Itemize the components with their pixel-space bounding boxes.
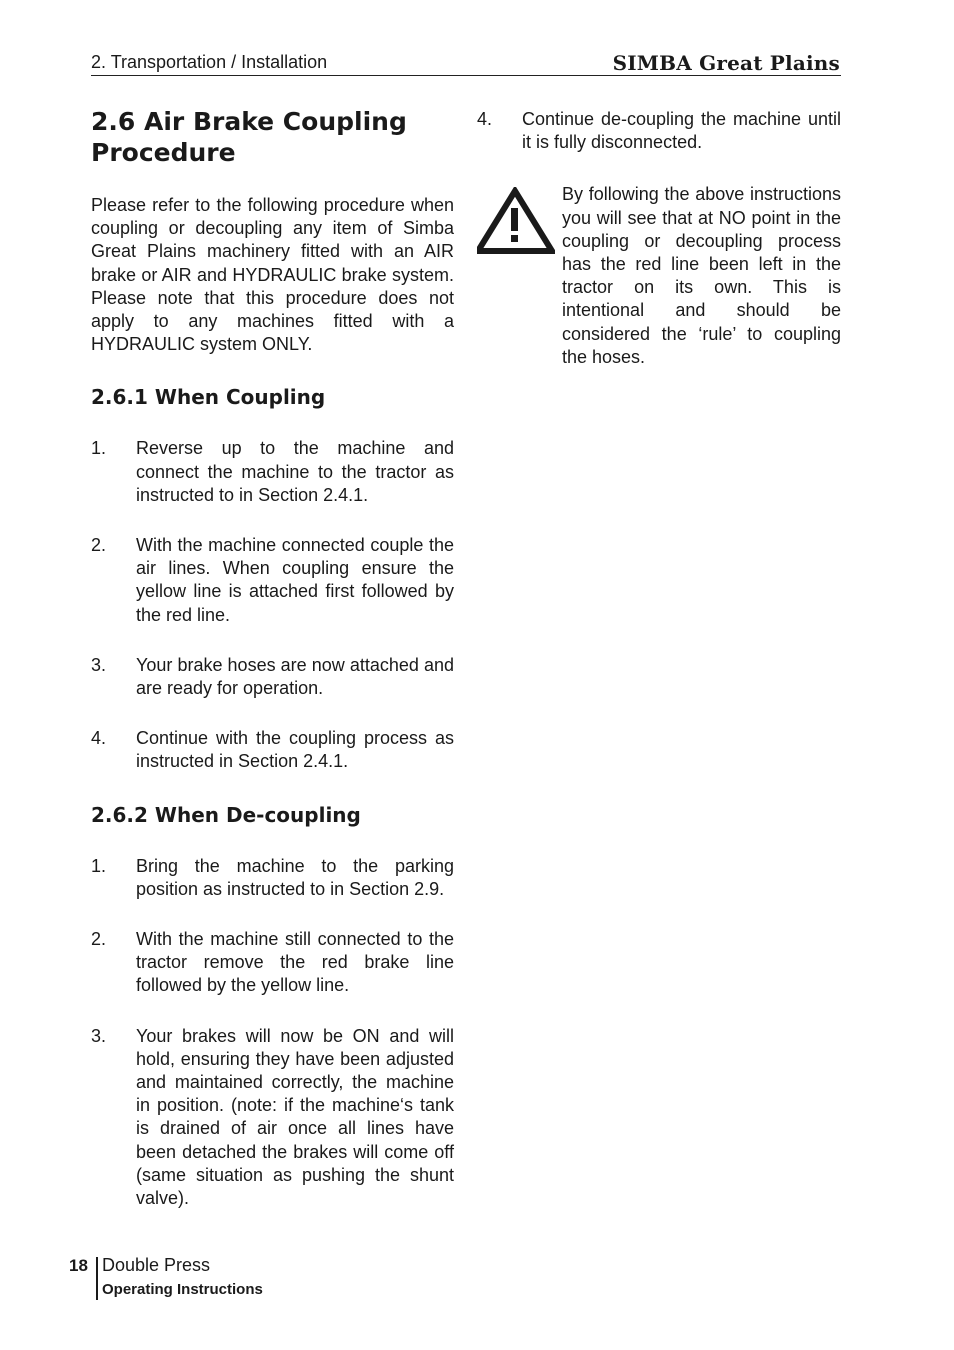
decoupling-step-2 [91, 928, 454, 998]
step-text: Your brake hoses are now attached and are ready for operation. [136, 654, 454, 699]
step-number: 3. [91, 654, 107, 675]
brand-logo-text: SIMBA Great Plains [612, 51, 840, 75]
page-title-line2: Procedure [91, 138, 236, 167]
warning-note [477, 183, 841, 369]
header-divider [91, 75, 841, 76]
decoupling-step-1 [91, 855, 454, 901]
warning-text: By following the above instructions you will see that at NO point in the coupling or decoupling process has the red line been left in the tractor on its own. This is intentional and should be considered the ‘rule’ to coupling the hoses. [562, 184, 841, 367]
step-number: 4. [91, 728, 107, 749]
page-number: 18 [69, 1256, 88, 1275]
left-column [91, 106, 454, 1210]
page-title-line1: 2.6 Air Brake Coupling [91, 107, 407, 136]
step-text: With the machine still connected to the tractor remove the red brake line followed by the yellow line. [136, 929, 454, 996]
footer-divider [96, 1257, 98, 1300]
step-number: 1. [91, 855, 107, 876]
step-text: Bring the machine to the parking position as instructed to in Section 2.9. [136, 855, 454, 899]
step-number: 3. [91, 1025, 107, 1046]
step-number: 2. [91, 535, 107, 556]
footer-title: Double Press [102, 1255, 211, 1275]
coupling-step-3 [91, 654, 454, 700]
step-text: With the machine connected couple the air lines. When coupling ensure the yellow line is attached first followed by the red line. [136, 535, 454, 625]
page-title [91, 106, 454, 168]
coupling-step-1 [91, 437, 454, 507]
footer-subtitle: Operating Instructions [102, 1281, 263, 1298]
step-text: Continue with the coupling process as instructed in Section 2.4.1. [136, 728, 454, 772]
intro-paragraph: Please refer to the following procedure when coupling or decoupling any item of Simba Great Plains machinery fitted with an AIR brake or AIR and HYDRAULIC brake system. Please note that this procedure does not apply to any machines fitted with a HYDRAULIC system ONLY. [91, 195, 454, 355]
step-text: Continue de-coupling the machine until it is fully disconnected. [522, 109, 841, 153]
step-text: Reverse up to the machine and connect the machine to the tractor as instructed to in Section 2.4.1. [136, 438, 454, 505]
decoupling-heading: 2.6.2 When De-coupling [91, 802, 361, 827]
warning-triangle-icon [477, 183, 562, 369]
step-number: 1. [91, 438, 107, 459]
step-text: Your brakes will now be ON and will hold, ensuring they have been adjusted and maintained correctly, the machine in position. (note: if the machine‘s tank is drained of air once all lines have been detached the brakes will come off (same situation as pushing the shunt valve). [136, 1025, 454, 1209]
step-number: 4. [477, 109, 493, 129]
coupling-step-2 [91, 534, 454, 627]
coupling-heading: 2.6.1 When Coupling [91, 385, 326, 410]
coupling-step-4 [91, 727, 454, 773]
step-number: 2. [91, 929, 107, 950]
decoupling-step-4 [477, 108, 841, 154]
decoupling-step-3 [91, 1025, 454, 1211]
running-header-section: 2. Transportation / Installation [91, 52, 328, 72]
right-column [477, 108, 841, 369]
